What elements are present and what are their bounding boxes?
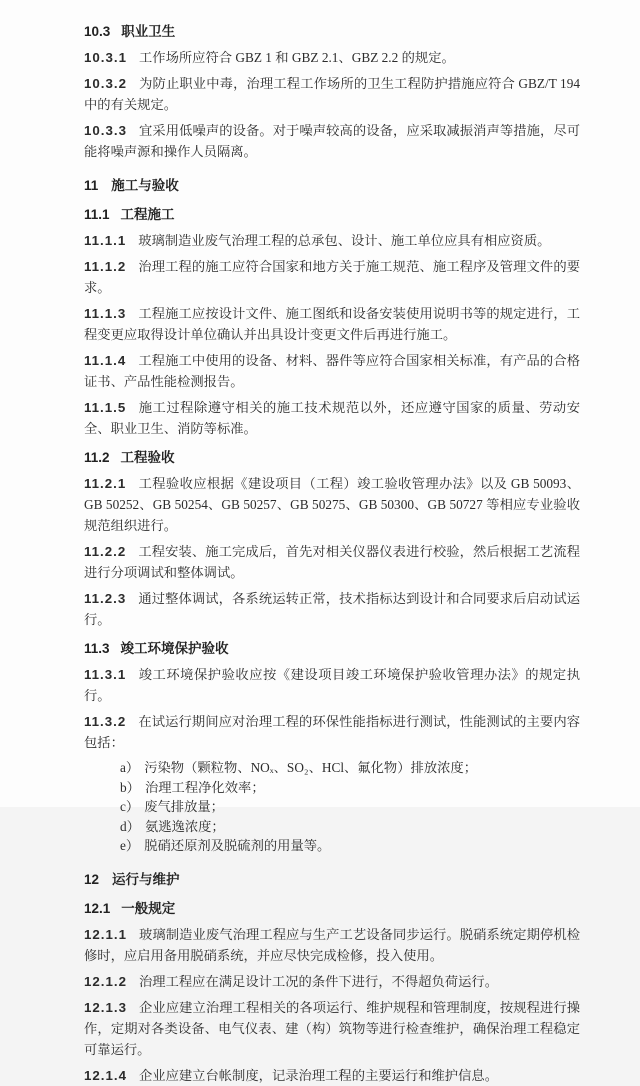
clause-number: 12.1: [84, 900, 111, 916]
clause-text: 脱硝还原剂及脱硫剂的用量等。: [144, 838, 331, 853]
clause-number: 11.1.5: [84, 400, 127, 415]
clause-paragraph: [84, 924, 580, 966]
clause-number: 11.2.1: [84, 476, 127, 491]
clause-text: 治理工程的施工应符合国家和地方关于施工规范、施工程序及管理文件的要求。: [84, 259, 580, 295]
clause-text: 通过整体调试，各系统运转正常，技术指标达到设计和合同要求后启动试运行。: [84, 591, 580, 627]
clause-number: 11.2: [84, 450, 110, 465]
clause-number: 11.3: [84, 641, 110, 656]
clause-number: 11.1: [84, 207, 110, 222]
clause-number: 10.3.1: [84, 50, 127, 65]
clause-paragraph: [84, 350, 580, 392]
clause-number: 10.3.2: [84, 76, 127, 91]
clause-text: 工程验收应根据《建设项目（工程）竣工验收管理办法》以及 GB 50093、GB 50252、GB 50254、GB 50257、GB 50275、GB 50300、GB 50727 等相应专业验收规范组织进行。: [84, 476, 580, 533]
clause-text: 企业应建立台帐制度，记录治理工程的主要运行和维护信息。: [138, 1067, 498, 1083]
clause-text: 工程施工应按设计文件、施工图纸和设备安装使用说明书等的规定进行，工程变更应取得设计单位确认并出具设计变更文件后再进行施工。: [84, 306, 580, 342]
clause-text: 职业卫生: [121, 24, 176, 39]
clause-number: 12.1.3: [84, 999, 127, 1015]
clause-text: 治理工程应在满足设计工况的条件下进行，不得超负荷运行。: [138, 973, 498, 989]
clause-paragraph: [84, 664, 580, 706]
clause-number: 11.2.3: [84, 591, 127, 606]
clause-number: 11.3.2: [84, 714, 127, 729]
clause-number: 10.3: [84, 24, 111, 39]
list-item: [120, 778, 580, 798]
clause-text: 工程安装、施工完成后，首先对相关仪器仪表进行校验，然后根据工艺流程进行分项调试和整体调试。: [84, 544, 580, 580]
clause-text: 玻璃制造业废气治理工程应与生产工艺设备同步运行。脱硝系统定期停机检修时，应启用备用脱硝系统，并应尽快完成检修，投入使用。: [84, 926, 580, 963]
clause-text: 工程验收: [120, 450, 175, 465]
section-heading: [84, 638, 580, 659]
clause-number: 12.1.2: [84, 973, 127, 989]
clause-text: 运行与维护: [112, 871, 180, 887]
clause-paragraph: [84, 230, 580, 251]
list-item: [120, 817, 580, 837]
clause-text: 治理工程净化效率；: [144, 779, 265, 795]
clause-paragraph: [84, 47, 580, 68]
clause-text: 废气排放量；: [144, 799, 224, 814]
clause-paragraph: [84, 588, 580, 630]
list-item: [120, 758, 580, 778]
clause-number: 11.1.1: [84, 233, 127, 248]
clause-text: 宜采用低噪声的设备。对于噪声较高的设备，应采取减振消声等措施，尽可能将噪声源和操作人员隔离。: [84, 123, 580, 159]
clause-number: 12.1.1: [84, 926, 127, 942]
section-heading: [84, 898, 580, 919]
section-heading: [84, 204, 580, 225]
clause-number: 12.1.4: [84, 1067, 127, 1083]
clause-paragraph: [84, 397, 580, 439]
clause-paragraph: [84, 303, 580, 345]
clause-text: 玻璃制造业废气治理工程的总承包、设计、施工单位应具有相应资质。: [138, 233, 551, 248]
clause-number: 11.2.2: [84, 544, 127, 559]
clause-number: 11.1.4: [84, 353, 127, 368]
clause-number: d）: [120, 818, 140, 834]
clause-text: 氨逃逸浓度；: [144, 818, 225, 834]
clause-text: 施工过程除遵守相关的施工技术规范以外，还应遵守国家的质量、劳动安全、职业卫生、消防等标准。: [84, 400, 580, 436]
clause-text: 企业应建立治理工程相关的各项运行、维护规程和管理制度，按规程进行操作，定期对各类设备、电气仪表、建（构）筑物等进行检查维护，确保治理工程稳定可靠运行。: [84, 999, 580, 1057]
clause-paragraph: [84, 711, 580, 753]
clause-number: a）: [120, 760, 140, 775]
list-item: [120, 797, 580, 817]
clause-number: 10.3.3: [84, 123, 127, 138]
clause-number: 11: [84, 178, 99, 193]
clause-paragraph: [84, 73, 580, 115]
clause-paragraph: [84, 971, 580, 992]
list-item: [120, 836, 580, 856]
clause-paragraph: [84, 541, 580, 583]
clause-text: 工程施工中使用的设备、材料、器件等应符合国家相关标准，有产品的合格证书、产品性能检测报告。: [84, 353, 580, 389]
clause-text: 在试运行期间应对治理工程的环保性能指标进行测试，性能测试的主要内容包括：: [84, 714, 580, 750]
clause-number: 12: [84, 871, 100, 887]
section-heading: [84, 21, 580, 42]
clause-text: 工程施工: [120, 207, 175, 222]
clause-number: 11.3.1: [84, 667, 127, 682]
clause-paragraph: [84, 120, 580, 162]
clause-number: 11.1.2: [84, 259, 127, 274]
section-heading: [84, 447, 580, 468]
clause-paragraph: [84, 997, 580, 1060]
clause-number: b）: [120, 779, 140, 795]
chapter-heading: [84, 869, 580, 890]
chapter-heading: [84, 175, 580, 196]
clause-text: 竣工环境保护验收应按《建设项目竣工环境保护验收管理办法》的规定执行。: [84, 667, 580, 703]
clause-text: 工作场所应符合 GBZ 1 和 GBZ 2.1、GBZ 2.2 的规定。: [138, 50, 455, 65]
clause-text: 污染物（颗粒物、NOₓ、SO₂、HCl、氟化物）排放浓度；: [144, 760, 478, 775]
clause-text: 为防止职业中毒，治理工程工作场所的卫生工程防护措施应符合 GBZ/T 194 中的有关规定。: [84, 76, 580, 112]
clause-number: c）: [120, 799, 140, 814]
clause-paragraph: [84, 1065, 580, 1086]
clause-list: [120, 758, 580, 856]
clause-number: e）: [120, 838, 140, 853]
clause-paragraph: [84, 473, 580, 536]
clause-text: 竣工环境保护验收: [120, 641, 229, 656]
clause-number: 11.1.3: [84, 306, 127, 321]
document-content: [84, 21, 580, 1086]
clause-text: 一般规定: [121, 900, 176, 916]
clause-text: 施工与验收: [111, 178, 179, 193]
clause-paragraph: [84, 256, 580, 298]
